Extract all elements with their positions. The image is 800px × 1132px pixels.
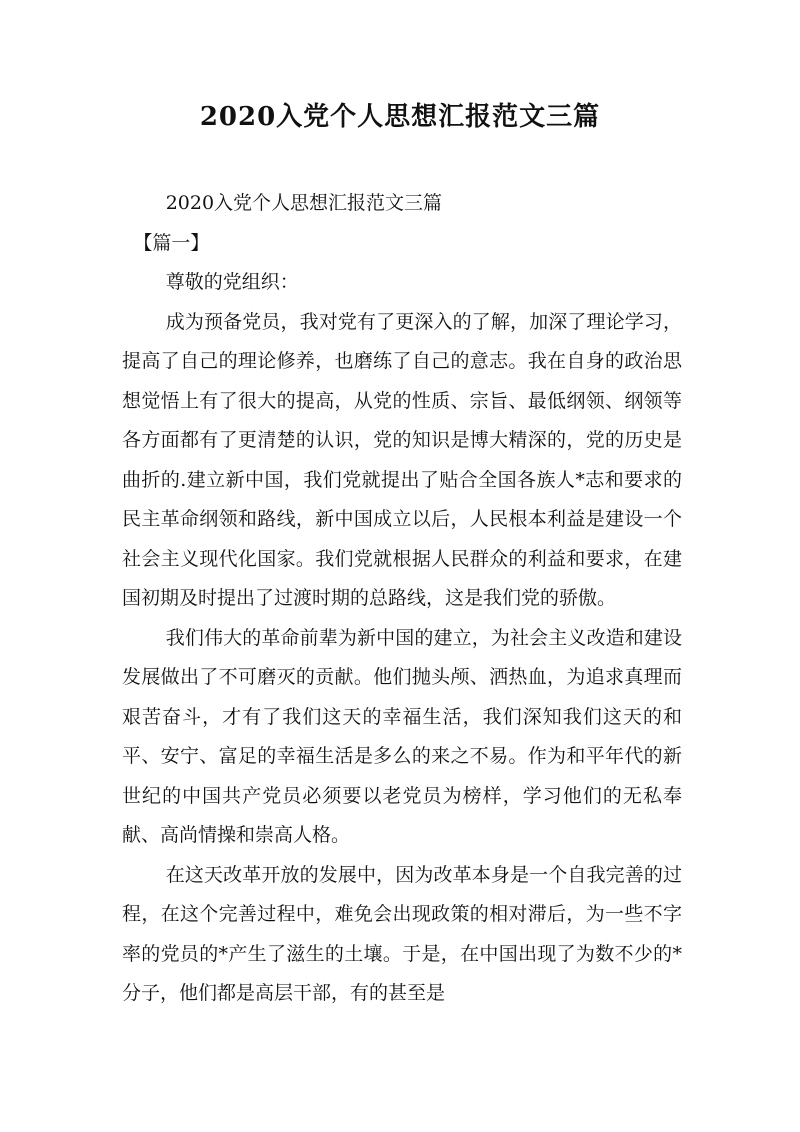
paragraph-3: 在这天改革开放的发展中，因为改革本身是一个自我完善的过程，在这个完善过程中，难免会出现政策的相对滞后，为一些不字率的党员的*产生了滋生的土壤。于是，在中国出现了为数不少的*分子，他们都是高层干部，有的甚至是 — [122, 863, 682, 1004]
document-body — [122, 184, 682, 1014]
paragraph-1: 成为预备党员，我对党有了更深入的了解，加深了理论学习，提高了自己的理论修养，也磨练了自己的意志。我在自身的政治思想觉悟上有了很大的提高，从党的性质、宗旨、最低纲领、纲领等各方面都有了更清楚的认识，党的知识是博大精深的，党的历史是曲折的.建立新中国，我们党就提出了贴合全国各族人*志和要求的民主革命纲领和路线，新中国成立以后，人民根本利益是建设一个社会主义现代化国家。我们党就根据人民群众的利益和要求，在建国初期及时提出了过渡时期的总路线，这是我们党的骄傲。 — [122, 310, 682, 609]
salutation: 尊敬的党组织： — [165, 271, 299, 293]
paragraph-2: 我们伟大的革命前辈为新中国的建立，为社会主义改造和建设发展做出了不可磨灭的贡献。他们抛头颅、洒热血，为追求真理而艰苦奋斗，才有了我们这天的幸福生活，我们深知我们这天的和平、安宁、富足的幸福生活是多么的来之不易。作为和平年代的新世纪的中国共产党员必须要以老党员为榜样，学习他们的无私奉献、高尚情操和崇高人格。 — [122, 626, 682, 846]
document-subtitle: 2020入党个人思想汇报范文三篇 — [165, 192, 443, 214]
document-title: 2020入党个人思想汇报范文三篇 — [199, 102, 601, 132]
section-heading: 【篇一】 — [133, 231, 210, 254]
